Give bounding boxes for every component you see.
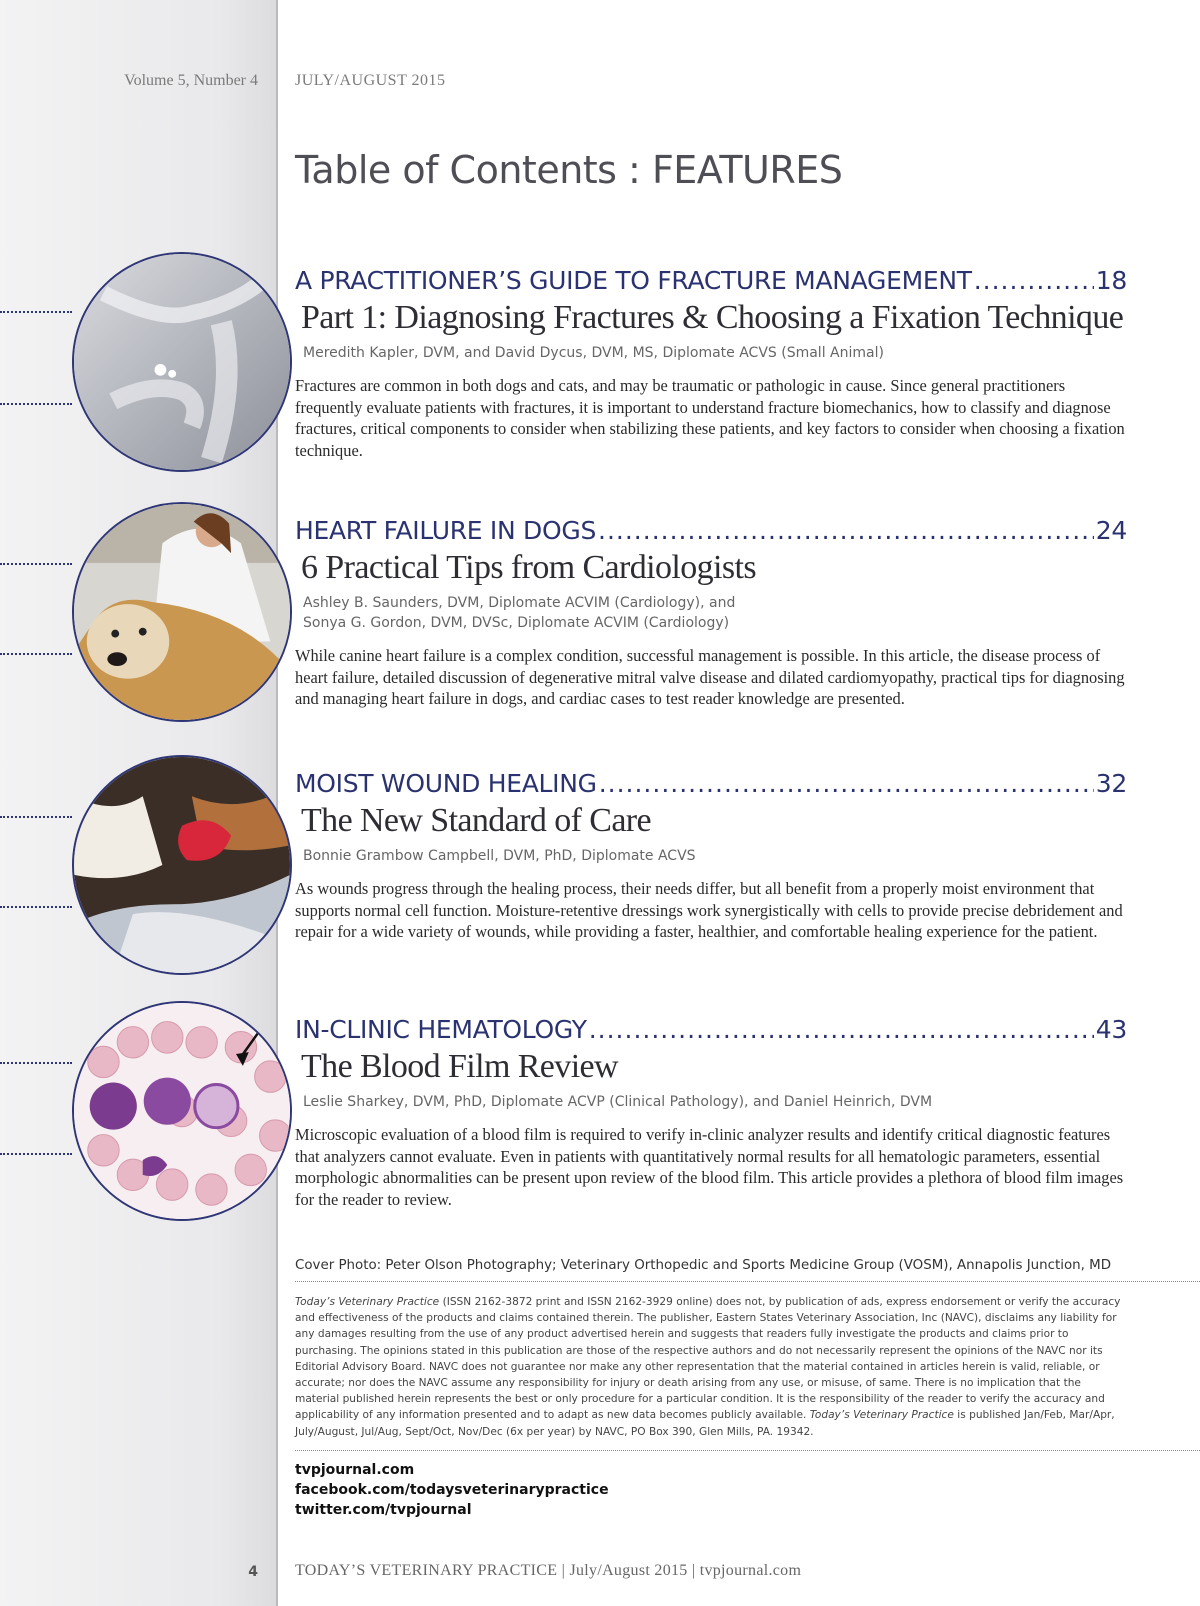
dot-leader (598, 516, 1094, 545)
twitter-link[interactable]: twitter.com/tvpjournal (295, 1502, 472, 1518)
article-description: Microscopic evaluation of a blood film is required to verify in-clinic analyzer results and identify critical diagnostic features that analyzers cannot evaluate. Even in patients with quantitatively normal results for all hematologic parameters, essential morphologic abnormalities can be present upon review of the blood film. This article provides a plethora of blood film images for the reader to review. (295, 1125, 1124, 1209)
disclaimer-body: (ISSN 2162-3872 print and ISSN 2162-3929 online) does not, by publication of ads, express endorsement or verify the accuracy and effectiveness of the products and claims contained therein. The publisher, Eastern States Veterinary Association, Inc (NAVC), disclaims any liability for any damages resulting from the use of any product advertised herein and suggests that readers fully investigate the products and claims prior to purchasing. The opinions stated in this publication are those of the respective authors and do not necessarily represent the opinions of the NAVC nor its Editorial Advisory Board. NAVC does not guarantee nor make any other representation that the material contained in articles herein is valid, reliable, or accurate; nor does the NAVC assume any responsibility for injury or death arising from any use, or misuse, of same. There is no implication that the material published herein represents the best or only procedure for a particular condition. It is the responsibility of the reader to verify the accuracy and applicability of any information presented and to adapt as new data becomes publicly available. (295, 1296, 1121, 1422)
dotted-rule (295, 1450, 1200, 1451)
page-reference: 32 (1095, 769, 1127, 798)
author-line: Meredith Kapler, DVM, and David Dycus, DVM, MS, Diplomate ACVS (Small Animal) (303, 345, 884, 361)
section-title: IN-CLINIC HEMATOLOGY (295, 1015, 587, 1044)
article-entry (295, 516, 1127, 710)
author-line: Leslie Sharkey, DVM, PhD, Diplomate ACVP (Clinical Pathology), and Daniel Heinrich, DVM (303, 1094, 933, 1110)
section-title: MOIST WOUND HEALING (295, 769, 597, 798)
dot-leader (974, 266, 1094, 295)
connector-dots (0, 1153, 72, 1155)
article-authors (303, 1092, 1127, 1112)
article-description: While canine heart failure is a complex condition, successful management is possible. In this article, the disease process of heart failure, detailed discussion of degenerative mitral valve disease and dilated cardiomyopathy, practical tips for diagnosing and managing heart failure in dogs, and cardiac cases to test reader knowledge are presented. (295, 646, 1125, 708)
article-title[interactable]: The New Standard of Care (301, 802, 652, 839)
article-entry (295, 266, 1127, 461)
article-entry (295, 1015, 1127, 1210)
publication-name: Today’s Veterinary Practice (295, 1296, 440, 1308)
article-description: Fractures are common in both dogs and cats, and may be traumatic or pathologic in cause. Since general practitioners frequently evaluate patients with fractures, it is important to understand fracture biomechanics, how to classify and diagnose fractures, critical components to consider when stabilizing these patients, and key factors to consider when choosing a fixation technique. (295, 376, 1125, 460)
connector-dots (0, 1062, 72, 1064)
author-line: Ashley B. Saunders, DVM, Diplomate ACVIM (Cardiology), and (303, 595, 736, 611)
connector-dots (0, 816, 72, 818)
dot-leader (589, 1015, 1094, 1044)
publication-name: Today’s Veterinary Practice (809, 1409, 954, 1422)
article-title[interactable]: 6 Practical Tips from Cardiologists (301, 549, 757, 586)
author-line: Bonnie Grambow Campbell, DVM, PhD, Diplomate ACVS (303, 848, 696, 864)
article-authors (303, 846, 1127, 866)
article-authors (303, 343, 1127, 363)
x-ray-fracture-image (72, 252, 292, 472)
cover-photo-credit: Cover Photo: Peter Olson Photography; Veterinary Orthopedic and Sports Medicine Group (VOSM), Annapolis Junction, MD (295, 1258, 1112, 1273)
section-heading[interactable] (295, 516, 1127, 545)
article-entry (295, 769, 1127, 943)
author-line: Sonya G. Gordon, DVM, DVSc, Diplomate ACVIM (Cardiology) (303, 615, 730, 631)
dotted-rule (295, 1281, 1200, 1282)
page-number: 4 (248, 1564, 258, 1580)
article-title[interactable]: Part 1: Diagnosing Fractures & Choosing a Fixation Technique (301, 299, 1124, 336)
running-footer: TODAY’S VETERINARY PRACTICE | July/August 2015 | tvpjournal.com (295, 1562, 802, 1579)
connector-dots (0, 653, 72, 655)
section-title: A PRACTITIONER’S GUIDE TO FRACTURE MANAGEMENT (295, 266, 972, 295)
page-reference: 18 (1095, 266, 1127, 295)
section-title: HEART FAILURE IN DOGS (295, 516, 597, 545)
veterinarian-with-dog-image (72, 502, 292, 722)
wound-on-animal-image (72, 755, 292, 975)
page-title: Table of Contents : FEATURES (295, 148, 843, 192)
article-title[interactable]: The Blood Film Review (301, 1048, 618, 1085)
page-divider-line (276, 0, 278, 1606)
section-heading[interactable] (295, 266, 1127, 295)
page-reference: 43 (1095, 1015, 1127, 1044)
article-authors (303, 593, 1127, 633)
page-reference: 24 (1095, 516, 1127, 545)
connector-dots (0, 311, 72, 313)
publication-schedule: is published Jan/Feb, Mar/Apr, July/August, Jul/Aug, Sept/Oct, Nov/Dec (6x per year) by NAVC, PO Box 390, Glen Mills, PA. 19342. (295, 1409, 1115, 1438)
connector-dots (0, 906, 72, 908)
article-description: As wounds progress through the healing process, their needs differ, but all benefit from a properly moist environment that supports normal cell function. Moisture-retentive dressings work synergistically with cells to provide precise debridement and repair for a wide variety of wounds, while providing a faster, healthier, and comfortable healing experience for the patient. (295, 879, 1123, 941)
social-links (295, 1460, 609, 1520)
dot-leader (599, 769, 1094, 798)
disclaimer-text (295, 1294, 1125, 1440)
section-heading[interactable] (295, 769, 1127, 798)
section-heading[interactable] (295, 1015, 1127, 1044)
connector-dots (0, 563, 72, 565)
facebook-link[interactable]: facebook.com/todaysveterinarypractice (295, 1482, 609, 1498)
website-link[interactable]: tvpjournal.com (295, 1462, 415, 1478)
volume-number: Volume 5, Number 4 (124, 72, 258, 89)
connector-dots (0, 403, 72, 405)
issue-date: JULY/AUGUST 2015 (295, 72, 446, 89)
blood-film-microscopy-image (72, 1001, 292, 1221)
